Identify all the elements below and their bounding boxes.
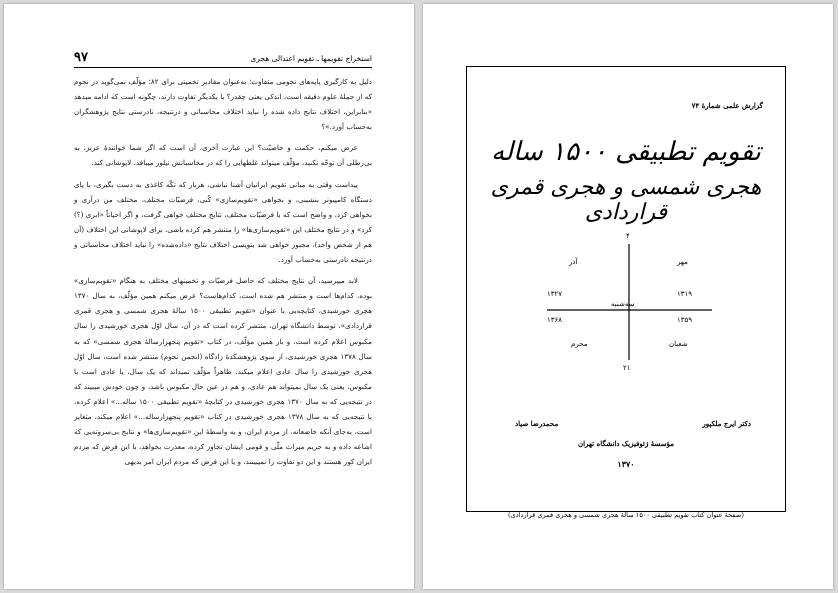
diagram-weekday: سه‌شنبه xyxy=(611,300,635,308)
paragraph: لابد میپرسید، آن نتایج مختلف که حاصل فرضیّات و تخمینهای مختلف به هنگام «تقویم‌سازی» بوده، کدام‌ها است و منتشر هم شده است، کدام‌هاست؟ عرض میکنم همین مؤلّف، به سال ۱۳۷۰ هجری خورشیدی، کتابچه‌یی با عنوان «تقویم تطبیقی ۱۵۰۰ سالهٔ هجری شمسی و هجری قمری قراردادی»، توسط دانشگاه تهران، منتشر کرده است که در آن، سال اوّل هجری خورشیدی را سال مکبوس اعلام کرده است، و باز همین مؤلّف، در کتاب «تقویم پنجهزارسالهٔ هجری شمسی» که به سال ۱۳۷۸ هجری خورشیدی، از سوی پژوهشکدهٔ زادگاه (انجمن نجوم) منتشر شده است، سال اوّل هجری خورشیدی را سال عادی اعلام میکند. ظاهراً مؤلّف نمیداند که یک سال، یا عادی است یا مکبوس، یعنی یک سال نمیتواند هم عادی، و هم در عین حال مکبوس باشد، و چون خودش میبیند که در نتیجه‌یی که به سال ۱۳۷۰ هجری خورشیدی در کتابچهٔ «تقویم تطبیقی ۱۵۰۰ ساله...» اعلام کرده، با نتیجه‌یی که به سال ۱۳۷۸ هجری خورشیدی در کتاب «تقویم پنجهزارساله...» اعلام میکند، متغایر است، به‌جای آنکه خاضعانه، از مردم ایران، و به واسطهٔ این «تقویم‌سازی‌ها» و نتایج بی‌سروته‌یی که اشاعه داده و به حریم میراث ملّی و قومی ایشان تجاوز کرده، معذرت بخواهد، با این فرض که مردم ایران کور هستند و این دو تفاوت را نمیبینند، و یا این فرض که مردم ایران امر بدیهی xyxy=(74,276,372,467)
diagram-mehr: مهر xyxy=(677,258,688,266)
diagram-bottom-number: ۲۱ xyxy=(623,364,631,372)
left-page xyxy=(4,4,414,589)
diagram-year-1327: ۱۳۲۷ xyxy=(547,290,563,298)
book-title-line1: تقویم تطبیقی ۱۵۰۰ ساله xyxy=(491,137,761,167)
book-title-line2: هجری شمسی و هجری قمری قراردادی xyxy=(490,175,762,225)
paragraph: پیداست وقتی به مبانی تقویم ایرانیان آشنا نباشی، هربار که تکّه کاغذی به دست بگیری، با پای دستگاه کامپیوتر بنشینی، و بخواهی «تقویم‌سازی» کُنی، فرضیّات مختلف، مختلف من درآری و بخواهی کرد، و واضح است که با فرضیّات مختلف، نتایج مختلف خواهی گرفت، و اگر احیاناً «ایری (؟) کرد» و در نتایج مختلف این «تقویم‌سازی‌ها» را منتشر هم کرده باشی، برای لاپوشانی این اختلاف (آن هم از شخص واحد)، مجبور خواهی شد بنویسی اختلاف نتایج «داده‌شده» را نباید اختلاف محاسباتی و درنتیجه نادرستی به‌حساب آورد. xyxy=(74,179,372,265)
diagram-azar: آذر xyxy=(569,258,578,266)
body-text xyxy=(74,74,372,475)
author-left: محمدرضا صیاد xyxy=(515,419,559,428)
page-number: ۹۷ xyxy=(74,50,88,65)
diagram-year-1359: ۱۳۵۹ xyxy=(677,316,693,324)
paragraph: عرض میکنم، حکمت و خاصیّت؟ این عبارت آخری، آن است که اگر شما خوانندهٔ عزیز، به بی‌رطلی آن توجّه نکنید، مؤلّف میتواند غلطهایی را که در محاسباتش تیلور میبافد، لاپوشانی کند. xyxy=(74,143,372,168)
calendar-diagram xyxy=(537,232,722,377)
diagram-shaban: شعبان xyxy=(669,340,688,348)
figure-caption: (صفحهٔ عنوان کتاب تقویم تطبیقی ۱۵۰۰ سالهٔ هجری شمسی و هجری قمری قراردادی) xyxy=(508,511,744,519)
page-header xyxy=(74,50,372,68)
right-page xyxy=(423,4,833,589)
publication-year: ۱۳۷۰ xyxy=(617,459,635,469)
author-right: دکتر ایرج ملکپور xyxy=(702,419,751,428)
running-title: استخراج تقویمها ـ تقویم اعتدالی هجری xyxy=(250,54,372,63)
diagram-top-number: ۴ xyxy=(626,232,630,240)
diagram-moharram: محرم xyxy=(571,340,588,348)
publisher-institute: مؤسسهٔ ژئوفیزیک دانشگاه تهران xyxy=(577,439,675,448)
diagram-year-1319: ۱۳۱۹ xyxy=(677,290,693,298)
report-label: گزارش علمی شمارهٔ ۷۴ xyxy=(691,101,763,110)
title-page-frame xyxy=(466,66,786,512)
diagram-year-1368: ۱۳۶۸ xyxy=(547,316,563,324)
paragraph: دلیل به کارگیری پایه‌های نجومی متفاوت؛ به‌عنوان مقادیر تخمینی برای ۸۲؛ مؤلّف نمی‌گوید در نجوم که از جملهٔ علوم دقیقه است، اندکی یعنی چقدر؟ با یکدیگر تفاوت دارند، چگونه است که ادامه میدهد «بنابراین، اختلاف نتایج داده شده را نباید اختلاف محاسباتی و درنتیجه، نادرستی نتایج پژوهشگران به‌حساب آورد.»؟ xyxy=(74,77,372,132)
